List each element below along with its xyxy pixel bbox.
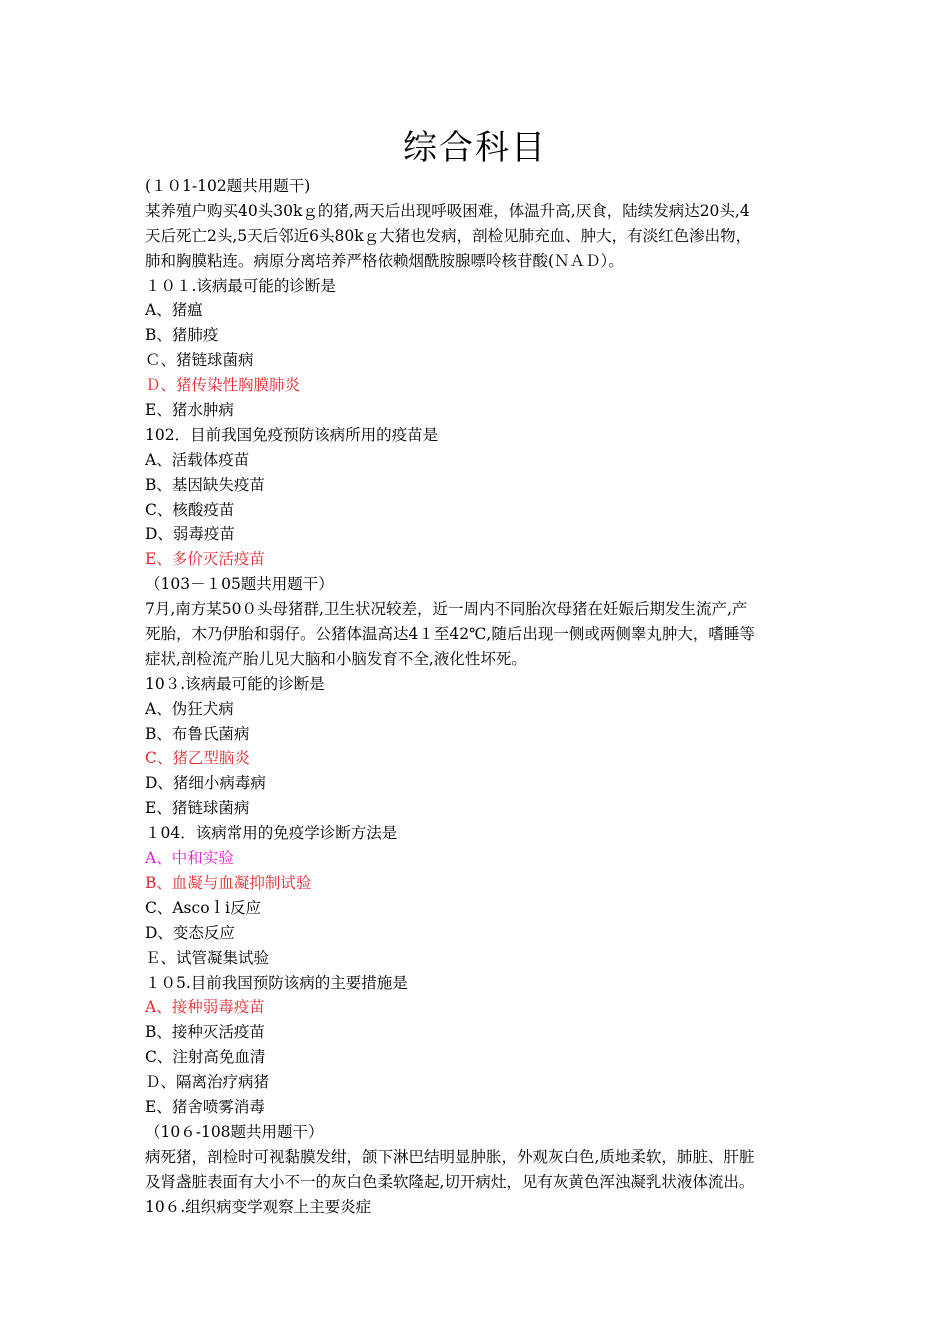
text-line: １０5.目前我国预防该病的主要措施是 [145,973,408,992]
text-line: A、活载体疫苗 [145,450,250,469]
text-line: １０１.该病最可能的诊断是 [145,276,336,295]
text-line: 10６.组织病变学观察上主要炎症 [145,1197,372,1216]
text-line: Ｅ、试管凝集试验 [145,948,270,967]
text-line: B、猪肺疫 [145,326,219,345]
text-line: Ｄ、隔离治疗病猪 [145,1073,270,1092]
document-body [145,174,825,1219]
text-line: (１０1-102题共用题干) [145,177,311,195]
text-line: D、弱毒疫苗 [145,525,235,544]
text-line: （103－１05题共用题干） [145,575,334,594]
answer-option-highlighted: C、猪乙型脑炎 [145,749,250,768]
text-line: 肺和胸膜粘连。病原分离培养严格依赖烟酰胺腺嘌呤核苷酸(ＮＡＤ）。 [145,251,624,270]
text-line: 102．目前我国免疫预防该病所用的疫苗是 [145,425,439,444]
text-line: D、猪细小病毒病 [145,774,266,793]
answer-option-highlighted: A、中和实验 [145,849,234,868]
text-line: C、注射高免血清 [145,1048,266,1067]
answer-option-highlighted: A、接种弱毒疫苗 [145,998,265,1017]
text-line: Ｃ、猪链球菌病 [145,351,254,370]
text-line: A、猪瘟 [145,301,203,320]
page-title: 综合科目 [403,128,547,168]
text-line: 天后死亡2头,5天后邻近6头80kｇ大猪也发病，剖检见肺充血、肿大，有淡红色渗出物， [145,226,752,245]
text-line: 10３.该病最可能的诊断是 [145,674,325,693]
text-line: 病死猪，剖检时可视黏膜发绀，颌下淋巴结明显肿胀，外观灰白色,质地柔软，肺脏、肝脏 [145,1147,755,1166]
answer-option-highlighted: B、血凝与血凝抑制试验 [145,873,312,892]
text-line: E、猪水肿病 [145,401,234,420]
text-line: A、伪狂犬病 [145,699,234,718]
text-line: D、变态反应 [145,923,235,942]
text-line: B、基因缺失疫苗 [145,475,265,494]
text-line: E、猪舍喷雾消毒 [145,1097,265,1116]
text-line: C、Ascoｌi反应 [145,898,261,917]
answer-option-highlighted: E、多价灭活疫苗 [145,550,265,569]
text-line: B、接种灭活疫苗 [145,1023,265,1042]
text-line: 某养殖户购买40头30kｇ的猪,两天后出现呼吸困难，体温升高,厌食，陆续发病达20头,4 [145,201,750,220]
text-line: （10６-108题共用题干） [145,1122,324,1141]
text-line: E、猪链球菌病 [145,799,250,818]
text-line: 7月,南方某50０头母猪群,卫生状况较差，近一周内不同胎次母猪在妊娠后期发生流产,产 [145,600,748,619]
text-line: １04．该病常用的免疫学诊断方法是 [145,824,398,843]
answer-option-highlighted: Ｄ、猪传染性胸膜肺炎 [145,376,301,395]
text-line: 症状,剖检流产胎儿见大脑和小脑发育不全,液化性坏死。 [145,649,527,668]
text-line: C、核酸疫苗 [145,500,235,519]
text-line: B、布鲁氏菌病 [145,724,250,743]
text-line: 死胎，木乃伊胎和弱仔。公猪体温高达4１至42℃,随后出现一侧或两侧睾丸肿大，嗜睡等 [145,625,755,644]
text-line: 及肾盏脏表面有大小不一的灰白色柔软隆起,切开病灶，见有灰黄色浑浊凝乳状液体流出。 [145,1172,755,1191]
